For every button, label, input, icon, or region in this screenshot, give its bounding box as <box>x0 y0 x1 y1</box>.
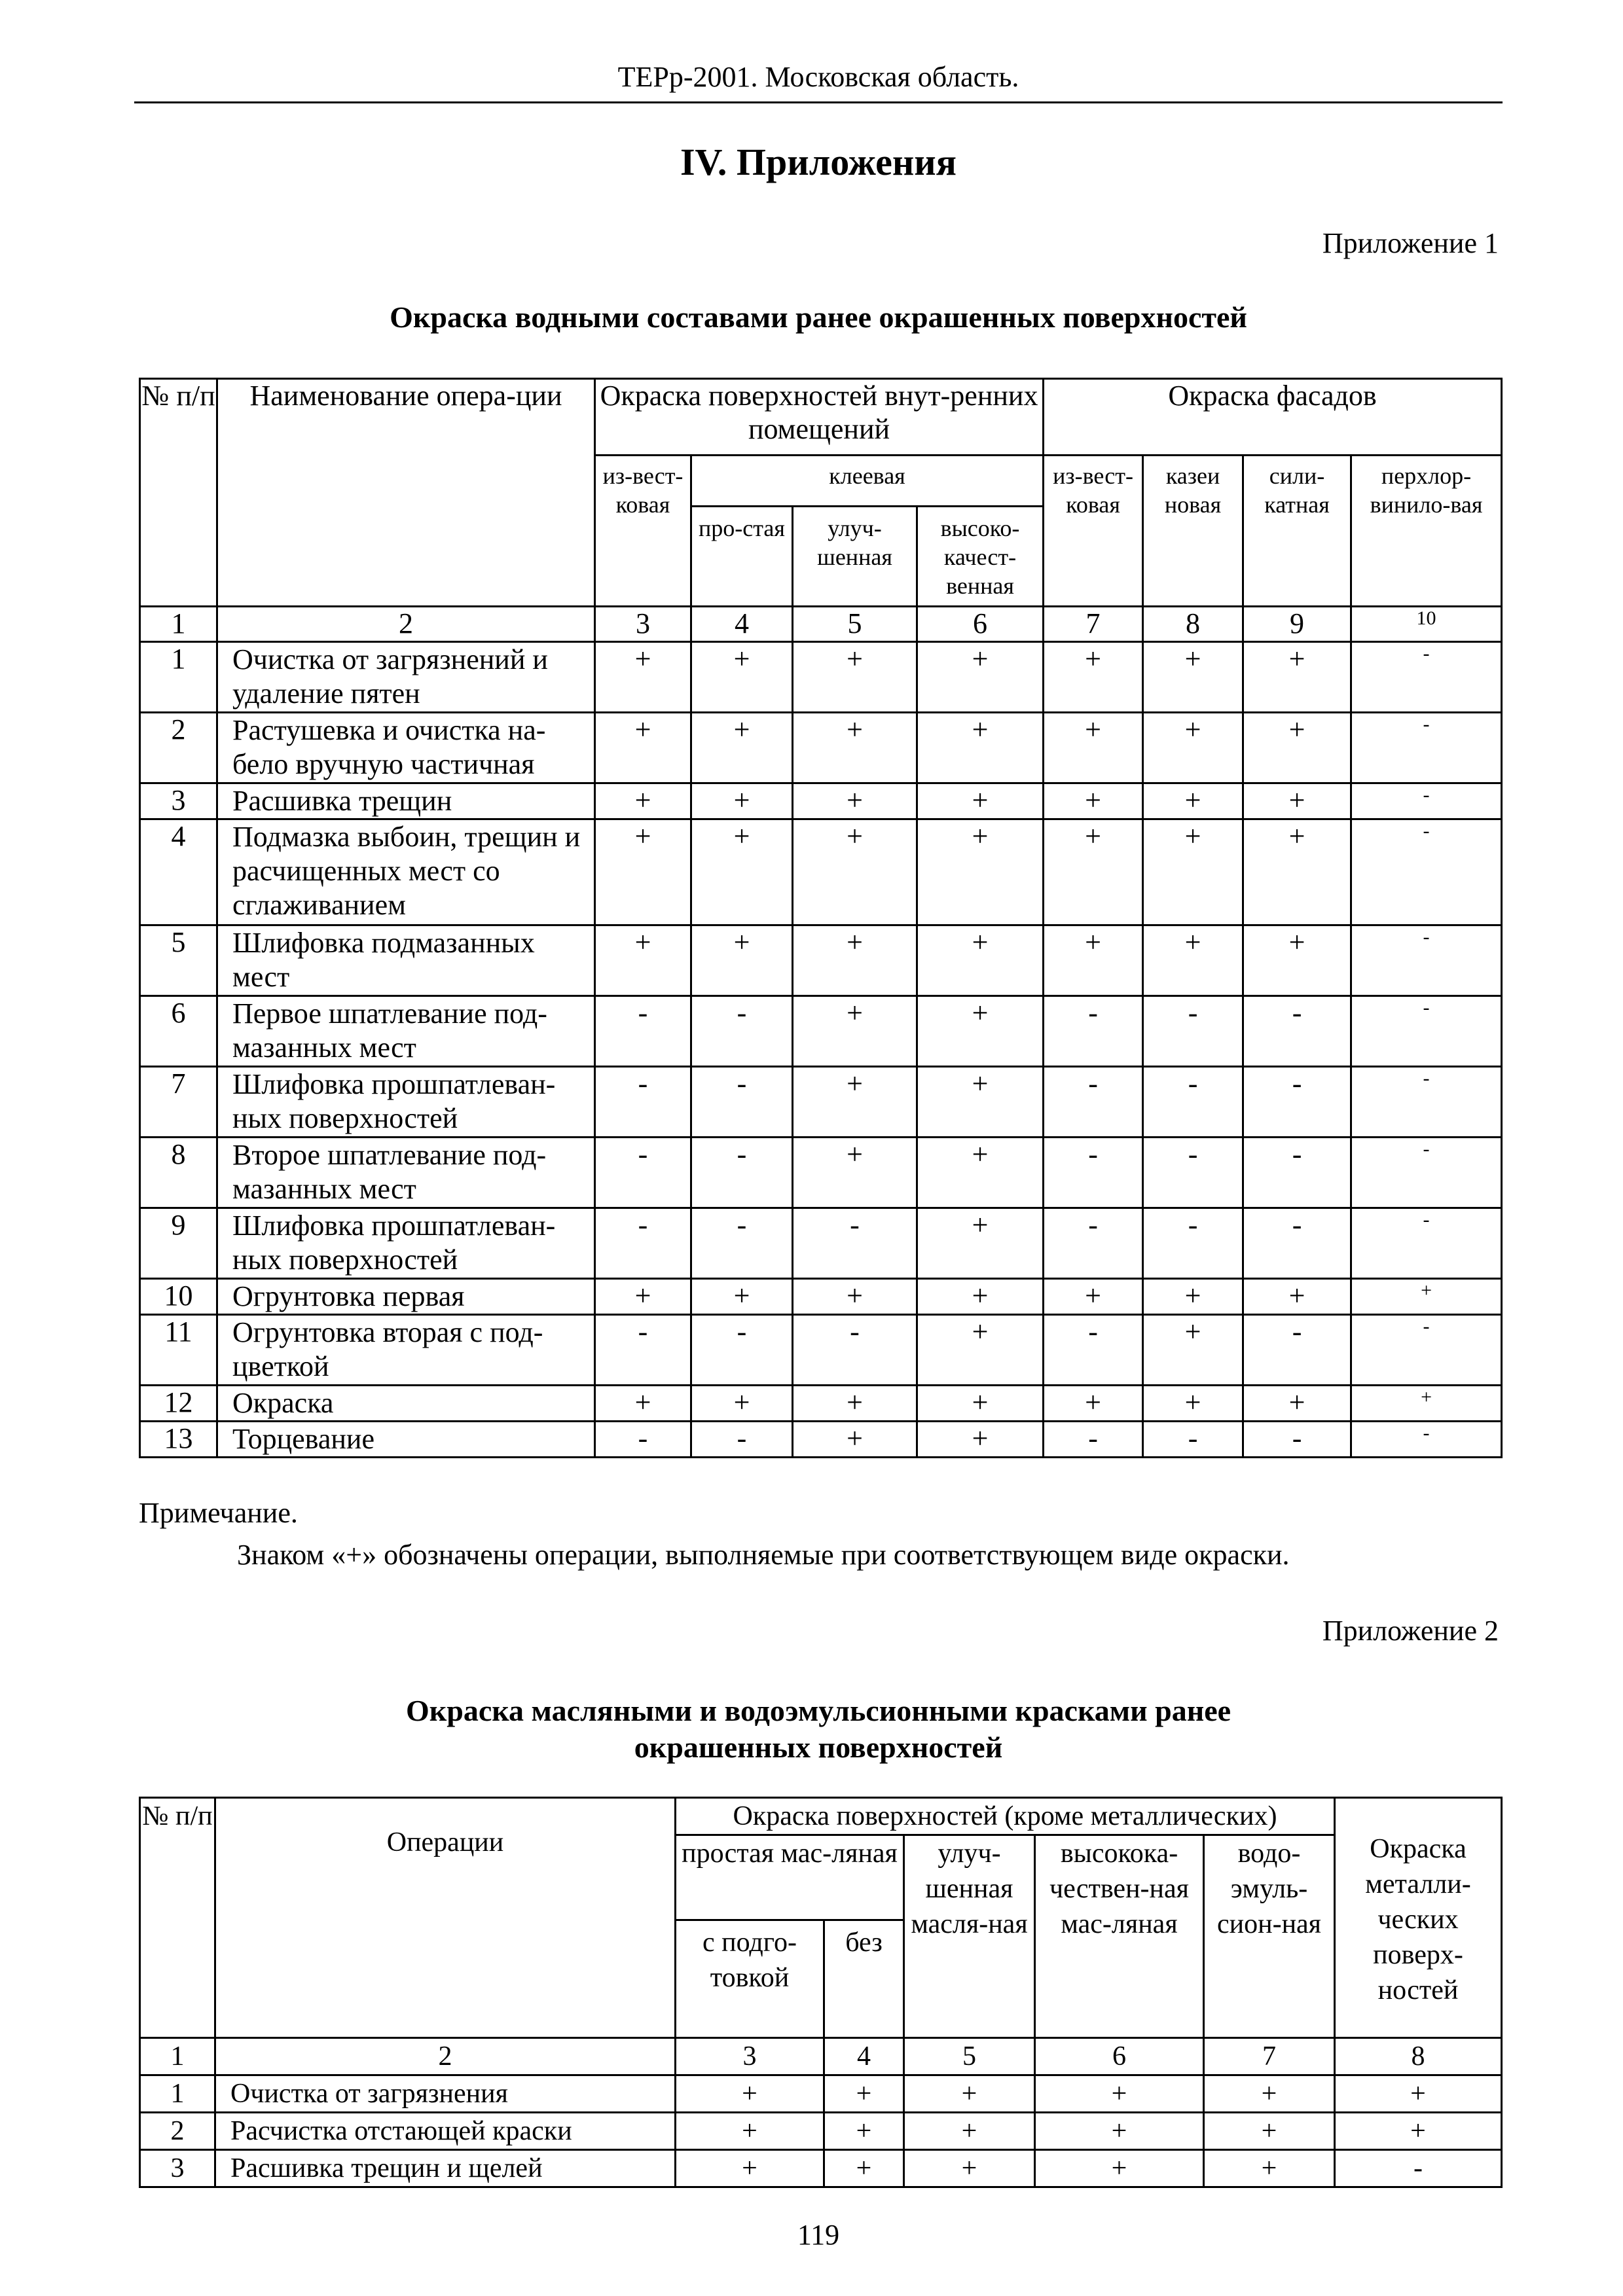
operation-mark: + <box>1204 2150 1335 2187</box>
table-row <box>140 2150 1502 2187</box>
operation-mark: + <box>1351 1386 1502 1422</box>
column-number: 4 <box>691 607 793 642</box>
operation-mark: + <box>691 1386 793 1422</box>
operation-mark: + <box>1243 783 1351 819</box>
appendix-2-table <box>139 1797 1503 2188</box>
operation-mark: - <box>691 996 793 1067</box>
operation-mark: - <box>1143 996 1243 1067</box>
header-silicate: сили-катная <box>1243 456 1351 607</box>
operation-mark: + <box>793 1422 917 1458</box>
operation-mark: + <box>1044 783 1143 819</box>
header-facade-group: Окраска фасадов <box>1044 379 1502 456</box>
operation-name: Торцевание <box>217 1422 595 1458</box>
operation-mark: - <box>1044 996 1143 1067</box>
operation-mark: + <box>691 1279 793 1315</box>
page-number: 119 <box>797 2219 840 2251</box>
operation-mark: + <box>595 1279 691 1315</box>
operation-mark: + <box>595 819 691 925</box>
operation-mark: - <box>1243 1422 1351 1458</box>
table-row <box>140 1208 1502 1279</box>
operation-mark: - <box>595 1208 691 1279</box>
operation-mark: + <box>917 713 1044 783</box>
column-number: 2 <box>215 2038 676 2075</box>
header-glue-subcolumns <box>692 507 1042 605</box>
table-row <box>140 2113 1502 2150</box>
column-number: 6 <box>1035 2038 1204 2075</box>
header-rule <box>134 101 1503 103</box>
appendix-2-title-line1: Окраска масляными и водоэмульсионными красками ранее <box>405 1694 1231 1727</box>
operation-name: Расчистка отстающей краски <box>215 2113 676 2150</box>
operation-mark: + <box>1335 2113 1502 2150</box>
operation-mark: - <box>1351 925 1502 996</box>
note-label: Примечание. <box>139 1497 298 1529</box>
operation-mark: - <box>1351 819 1502 925</box>
appendix-1-table <box>139 378 1503 1458</box>
operation-mark: - <box>1351 996 1502 1067</box>
operation-mark: + <box>691 925 793 996</box>
operation-mark: + <box>1335 2075 1502 2113</box>
operation-mark: - <box>1335 2150 1502 2187</box>
column-number-row <box>140 2038 1502 2075</box>
operation-mark: - <box>1243 1067 1351 1138</box>
running-head: ТЕРр-2001. Московская область. <box>617 61 1019 93</box>
operation-mark: - <box>1143 1422 1243 1458</box>
operation-mark: - <box>1044 1315 1143 1386</box>
operation-mark: + <box>904 2150 1035 2187</box>
table-row <box>140 1279 1502 1315</box>
header-simple: про-стая <box>692 507 793 605</box>
appendix-2-label: Приложение 2 <box>1322 1615 1499 1647</box>
header-high-oil: высокока-чествен-ная мас-ляная <box>1035 1835 1204 2038</box>
operation-mark: - <box>691 1067 793 1138</box>
operation-name: Шлифовка подмазанных мест <box>217 925 595 996</box>
operation-mark: + <box>917 1208 1044 1279</box>
operation-mark: + <box>1143 925 1243 996</box>
row-number: 9 <box>140 1208 217 1279</box>
row-number: 2 <box>140 2113 215 2150</box>
row-number: 7 <box>140 1067 217 1138</box>
operation-mark: + <box>1243 713 1351 783</box>
table-row <box>140 1386 1502 1422</box>
header-improved-oil: улуч-шенная масля-ная <box>904 1835 1035 2038</box>
operation-mark: + <box>595 783 691 819</box>
operation-mark: + <box>917 1067 1044 1138</box>
operation-mark: + <box>691 642 793 713</box>
operation-mark: + <box>793 783 917 819</box>
operation-mark: - <box>1143 1138 1243 1208</box>
column-number: 5 <box>793 607 917 642</box>
appendix-2-table-body <box>140 1798 1502 2187</box>
table-header-row <box>140 379 1502 456</box>
operation-mark: + <box>595 642 691 713</box>
header-interior-group: Окраска поверхностей внут-ренних помещений <box>595 379 1044 456</box>
operation-mark: - <box>595 1067 691 1138</box>
table-row <box>140 925 1502 996</box>
operation-mark: + <box>1044 713 1143 783</box>
header-glue: клеевая <box>692 456 1042 507</box>
operation-mark: + <box>904 2075 1035 2113</box>
operation-mark: + <box>917 1279 1044 1315</box>
column-number: 1 <box>140 607 217 642</box>
operation-mark: - <box>691 1422 793 1458</box>
operation-mark: + <box>1035 2075 1204 2113</box>
operation-mark: + <box>1044 1279 1143 1315</box>
operation-mark: + <box>1143 642 1243 713</box>
header-high-quality: высоко-качест-венная <box>940 515 1020 599</box>
operation-mark: - <box>1143 1067 1243 1138</box>
header-casein: казеи новая <box>1143 456 1243 607</box>
header-operations: Операции <box>215 1798 676 2038</box>
operation-name: Первое шпатлевание под-мазанных мест <box>217 996 595 1067</box>
table-row <box>140 2075 1502 2113</box>
operation-mark: - <box>1351 1067 1502 1138</box>
appendix-2-title-line2: окрашенных поверхностей <box>634 1731 1003 1764</box>
column-number: 10 <box>1351 607 1502 642</box>
operation-mark: + <box>595 925 691 996</box>
operation-mark: + <box>1143 1279 1243 1315</box>
operation-mark: + <box>917 1138 1044 1208</box>
operation-mark: - <box>1351 1422 1502 1458</box>
operation-mark: + <box>793 713 917 783</box>
header-lime-facade: из-вест-ковая <box>1044 456 1143 607</box>
operation-name: Расшивка трещин <box>217 783 595 819</box>
operation-mark: + <box>1035 2150 1204 2187</box>
operation-mark: - <box>1351 1208 1502 1279</box>
operation-mark: + <box>676 2113 824 2150</box>
operation-mark: + <box>1044 1386 1143 1422</box>
operation-mark: - <box>1243 1315 1351 1386</box>
operation-name: Растушевка и очистка на-бело вручную частичная <box>217 713 595 783</box>
operation-mark: - <box>1044 1067 1143 1138</box>
operation-mark: + <box>1351 1279 1502 1315</box>
operation-mark: + <box>793 1279 917 1315</box>
column-number: 8 <box>1335 2038 1502 2075</box>
operation-name: Расшивка трещин и щелей <box>215 2150 676 2187</box>
header-without: без <box>824 1920 904 2038</box>
operation-mark: + <box>1243 1386 1351 1422</box>
operation-mark: - <box>1351 1138 1502 1208</box>
operation-mark: - <box>1351 1315 1502 1386</box>
operation-name: Окраска <box>217 1386 595 1422</box>
column-number: 2 <box>217 607 595 642</box>
column-number: 6 <box>917 607 1044 642</box>
operation-mark: + <box>917 996 1044 1067</box>
header-with-prep: с подго-товкой <box>676 1920 824 2038</box>
operation-name: Огрунтовка первая <box>217 1279 595 1315</box>
operation-mark: + <box>917 783 1044 819</box>
operation-mark: + <box>1143 1386 1243 1422</box>
table-row <box>140 996 1502 1067</box>
operation-name: Подмазка выбоин, трещин и расчищенных мест со сглаживанием <box>217 819 595 925</box>
operation-mark: + <box>1243 819 1351 925</box>
operation-mark: + <box>917 1315 1044 1386</box>
row-number: 6 <box>140 996 217 1067</box>
operation-name: Очистка от загрязнения <box>215 2075 676 2113</box>
appendix-1-label: Приложение 1 <box>1322 227 1499 259</box>
table-row <box>140 1138 1502 1208</box>
header-glue-cell <box>691 456 1044 607</box>
row-number: 3 <box>140 2150 215 2187</box>
operation-mark: - <box>595 1422 691 1458</box>
operation-mark: - <box>595 996 691 1067</box>
operation-mark: + <box>1044 642 1143 713</box>
header-num: № п/п <box>140 1798 215 2038</box>
operation-mark: - <box>1044 1138 1143 1208</box>
table-row <box>140 642 1502 713</box>
operation-name: Шлифовка прошпатлеван-ных поверхностей <box>217 1067 595 1138</box>
operation-mark: + <box>793 1138 917 1208</box>
table-row <box>140 713 1502 783</box>
header-operation-name: Наименование опера-ции <box>217 379 595 607</box>
operation-mark: + <box>917 642 1044 713</box>
operation-mark: + <box>1204 2075 1335 2113</box>
note-text: Знаком «+» обозначены операции, выполняемые при соответствующем виде окраски. <box>237 1539 1290 1571</box>
column-number: 5 <box>904 2038 1035 2075</box>
operation-name: Очистка от загрязнений и удаление пятен <box>217 642 595 713</box>
operation-mark: - <box>691 1315 793 1386</box>
operation-mark: - <box>793 1208 917 1279</box>
header-water-emulsion: водо-эмуль-сион-ная <box>1204 1835 1335 2038</box>
operation-mark: + <box>1143 819 1243 925</box>
header-improved: улуч-шенная <box>793 507 918 605</box>
operation-mark: + <box>904 2113 1035 2150</box>
operation-mark: - <box>1243 1208 1351 1279</box>
operation-mark: + <box>691 713 793 783</box>
column-number: 7 <box>1044 607 1143 642</box>
operation-mark: - <box>595 1138 691 1208</box>
table-row <box>140 819 1502 925</box>
row-number: 10 <box>140 1279 217 1315</box>
operation-mark: + <box>1044 925 1143 996</box>
header-num: № п/п <box>140 379 217 607</box>
row-number: 12 <box>140 1386 217 1422</box>
operation-mark: + <box>595 1386 691 1422</box>
column-number: 7 <box>1204 2038 1335 2075</box>
operation-name: Огрунтовка вторая с под-цветкой <box>217 1315 595 1386</box>
operation-mark: + <box>917 925 1044 996</box>
operation-mark: - <box>595 1315 691 1386</box>
operation-mark: - <box>1044 1422 1143 1458</box>
operation-mark: + <box>1243 925 1351 996</box>
operation-name: Второе шпатлевание под-мазанных мест <box>217 1138 595 1208</box>
operation-mark: + <box>824 2075 904 2113</box>
operation-mark: + <box>793 996 917 1067</box>
table-row <box>140 783 1502 819</box>
header-surface-group: Окраска поверхностей (кроме металлических) <box>676 1798 1335 1835</box>
header-lime: из-вест-ковая <box>595 456 691 607</box>
operation-mark: + <box>595 713 691 783</box>
appendix-1-table-body <box>140 379 1502 1458</box>
operation-mark: + <box>691 819 793 925</box>
row-number: 8 <box>140 1138 217 1208</box>
header-pvc: перхлор-винило-вая <box>1351 456 1502 607</box>
operation-mark: + <box>917 1386 1044 1422</box>
operation-name: Шлифовка прошпатлеван-ных поверхностей <box>217 1208 595 1279</box>
operation-mark: + <box>793 642 917 713</box>
operation-mark: + <box>676 2150 824 2187</box>
row-number: 1 <box>140 2075 215 2113</box>
operation-mark: + <box>793 819 917 925</box>
row-number: 1 <box>140 642 217 713</box>
row-number: 5 <box>140 925 217 996</box>
operation-mark: - <box>1243 996 1351 1067</box>
operation-mark: + <box>676 2075 824 2113</box>
operation-mark: - <box>1351 783 1502 819</box>
operation-mark: + <box>917 819 1044 925</box>
operation-mark: + <box>1035 2113 1204 2150</box>
column-number: 4 <box>824 2038 904 2075</box>
operation-mark: + <box>793 925 917 996</box>
appendix-1-title: Окраска водными составами ранее окрашенных поверхностей <box>390 300 1247 334</box>
operation-mark: - <box>793 1315 917 1386</box>
row-number: 11 <box>140 1315 217 1386</box>
operation-mark: - <box>1243 1138 1351 1208</box>
row-number: 3 <box>140 783 217 819</box>
table-row <box>140 1315 1502 1386</box>
operation-mark: - <box>1351 642 1502 713</box>
operation-mark: + <box>824 2113 904 2150</box>
row-number: 13 <box>140 1422 217 1458</box>
column-number: 3 <box>595 607 691 642</box>
operation-mark: - <box>1351 713 1502 783</box>
column-number: 1 <box>140 2038 215 2075</box>
operation-mark: - <box>691 1208 793 1279</box>
operation-mark: + <box>1243 642 1351 713</box>
operation-mark: + <box>1044 819 1143 925</box>
operation-mark: - <box>691 1138 793 1208</box>
table-header-row <box>140 1798 1502 1835</box>
operation-mark: + <box>1143 783 1243 819</box>
section-title: IV. Приложения <box>680 141 957 183</box>
table-row <box>140 1422 1502 1458</box>
header-simple-oil: простая мас-ляная <box>676 1835 904 1920</box>
operation-mark: - <box>1044 1208 1143 1279</box>
operation-mark: + <box>793 1067 917 1138</box>
operation-mark: + <box>691 783 793 819</box>
operation-mark: + <box>793 1386 917 1422</box>
column-number-row <box>140 607 1502 642</box>
column-number: 8 <box>1143 607 1243 642</box>
row-number: 4 <box>140 819 217 925</box>
operation-mark: + <box>824 2150 904 2187</box>
operation-mark: + <box>1143 1315 1243 1386</box>
table-row <box>140 1067 1502 1138</box>
operation-mark: + <box>1243 1279 1351 1315</box>
operation-mark: + <box>1204 2113 1335 2150</box>
operation-mark: - <box>1143 1208 1243 1279</box>
column-number: 3 <box>676 2038 824 2075</box>
row-number: 2 <box>140 713 217 783</box>
operation-mark: + <box>917 1422 1044 1458</box>
operation-mark: + <box>1143 713 1243 783</box>
header-metal: Окраска металли-ческих поверх-ностей <box>1335 1798 1502 2038</box>
column-number: 9 <box>1243 607 1351 642</box>
